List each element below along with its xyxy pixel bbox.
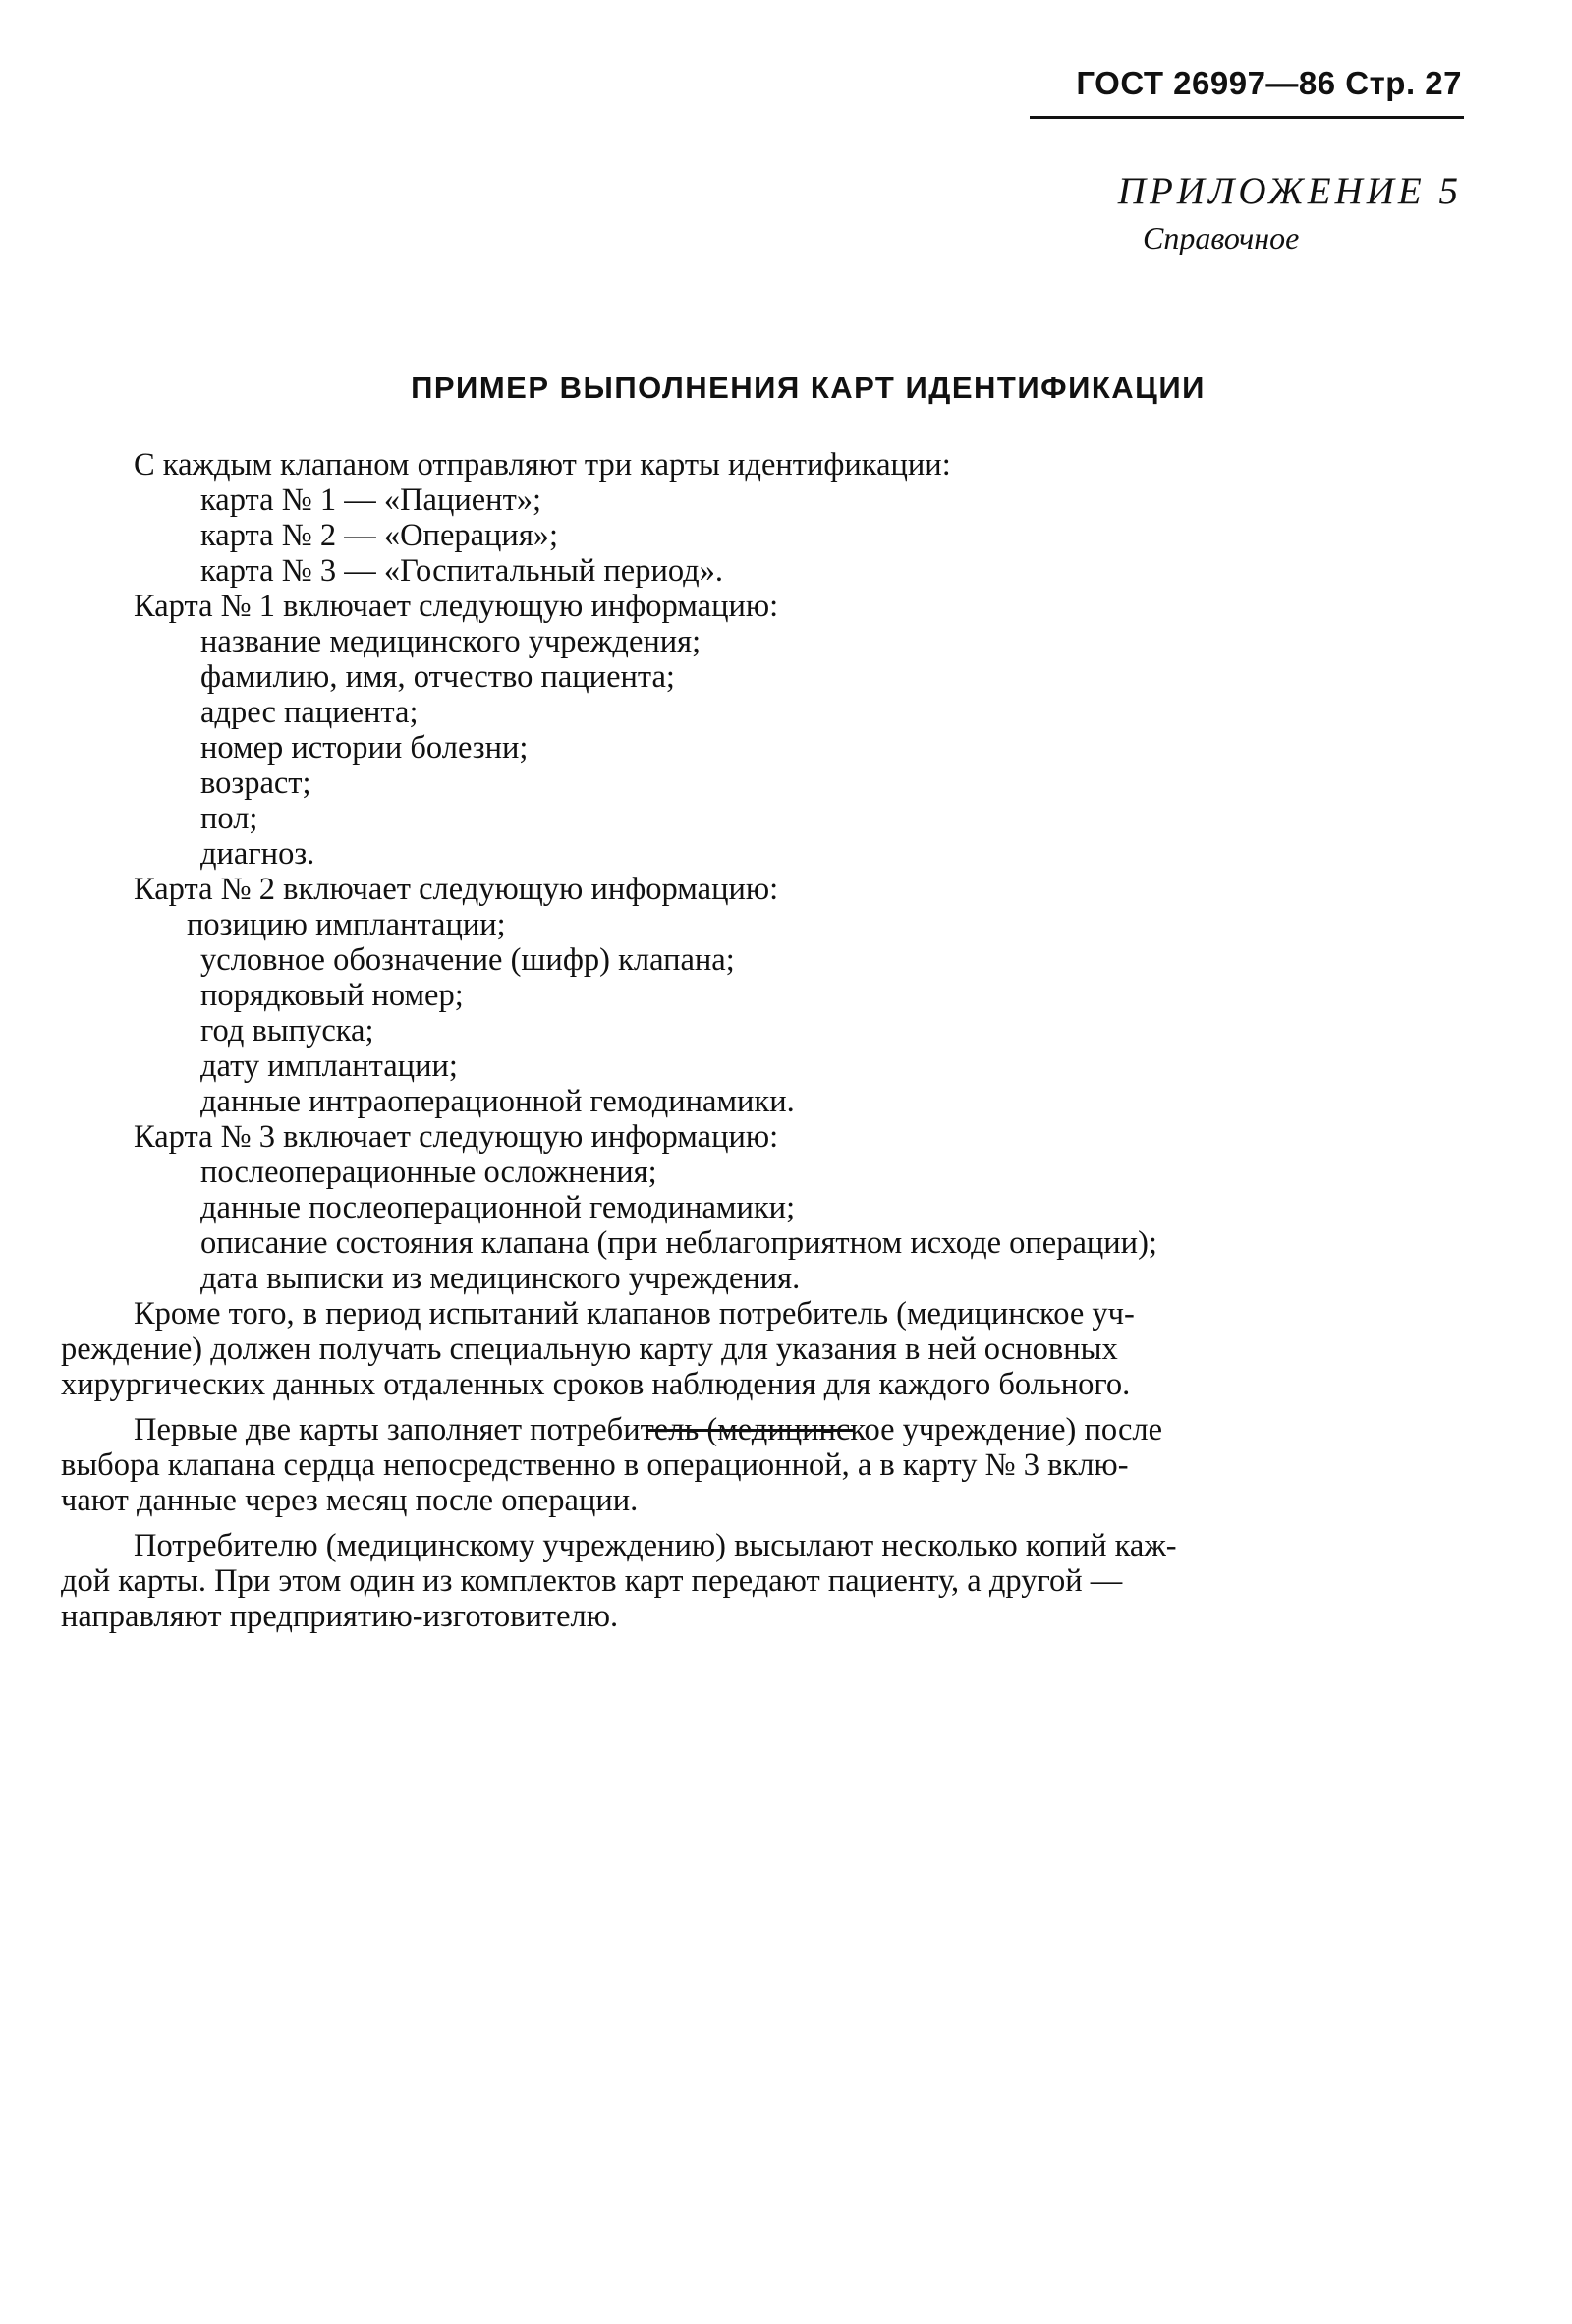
card2-heading: Карта № 2 включает следующую информацию: — [134, 872, 779, 907]
appendix-label: ПРИЛОЖЕНИЕ 5 — [1117, 170, 1462, 212]
document-title: ПРИМЕР ВЫПОЛНЕНИЯ КАРТ ИДЕНТИФИКАЦИИ — [411, 370, 1206, 405]
card2-item: дату имплантации; — [200, 1049, 458, 1084]
card1-item: диагноз. — [200, 836, 315, 872]
card1-item: фамилию, имя, отчество пациента; — [200, 659, 675, 695]
paragraph-line: хирургических данных отдаленных сроков наблюдения для каждого больного. — [61, 1367, 1131, 1402]
card1-item: возраст; — [200, 765, 311, 801]
card1-item: номер истории болезни; — [200, 730, 529, 765]
paragraph-line: Первые две карты заполняет потребитель (медицинское учреждение) после — [134, 1412, 1163, 1447]
paragraph-line: Потребителю (медицинскому учреждению) высылают несколько копий каж- — [134, 1528, 1177, 1563]
card3-item: описание состояния клапана (при неблагоприятном исходе операции); — [200, 1225, 1157, 1261]
paragraph-line: выбора клапана сердца непосредственно в операционной, а в карту № 3 вклю- — [61, 1447, 1129, 1483]
card3-item: данные послеоперационной гемодинамики; — [200, 1190, 796, 1225]
card2-item: позицию имплантации; — [187, 907, 506, 942]
page-header: ГОСТ 26997—86 Стр. 27 — [1076, 65, 1462, 101]
card2-item: порядковый номер; — [200, 978, 464, 1013]
card3-item: послеоперационные осложнения; — [200, 1155, 657, 1190]
paragraph-line: Кроме того, в период испытаний клапанов потребитель (медицинское уч- — [134, 1296, 1135, 1332]
card-list-item: карта № 1 — «Пациент»; — [200, 482, 542, 518]
card-list-item: карта № 2 — «Операция»; — [200, 518, 559, 553]
card2-item: данные интраоперационной гемодинамики. — [200, 1084, 795, 1119]
intro-text: С каждым клапаном отправляют три карты идентификации: — [134, 447, 951, 482]
card3-item: дата выписки из медицинского учреждения. — [200, 1261, 801, 1296]
appendix-type: Справочное — [1143, 220, 1300, 255]
paragraph-line: дой карты. При этом один из комплектов карт передают пациенту, а другой — — [61, 1563, 1123, 1599]
card-list-item: карта № 3 — «Госпитальный период». — [200, 553, 724, 589]
header-rule — [1030, 116, 1464, 119]
end-rule — [646, 1429, 855, 1432]
card2-item: условное обозначение (шифр) клапана; — [200, 942, 735, 978]
paragraph-line: чают данные через месяц после операции. — [61, 1483, 639, 1518]
card3-heading: Карта № 3 включает следующую информацию: — [134, 1119, 779, 1155]
card1-heading: Карта № 1 включает следующую информацию: — [134, 589, 779, 624]
card1-item: название медицинского учреждения; — [200, 624, 702, 659]
paragraph-line: направляют предприятию-изготовителю. — [61, 1599, 619, 1634]
document-body — [61, 447, 1468, 1634]
card1-item: адрес пациента; — [200, 695, 419, 730]
card2-item: год выпуска; — [200, 1013, 374, 1049]
card1-item: пол; — [200, 801, 258, 836]
paragraph-line: реждение) должен получать специальную карту для указания в ней основных — [61, 1332, 1118, 1367]
